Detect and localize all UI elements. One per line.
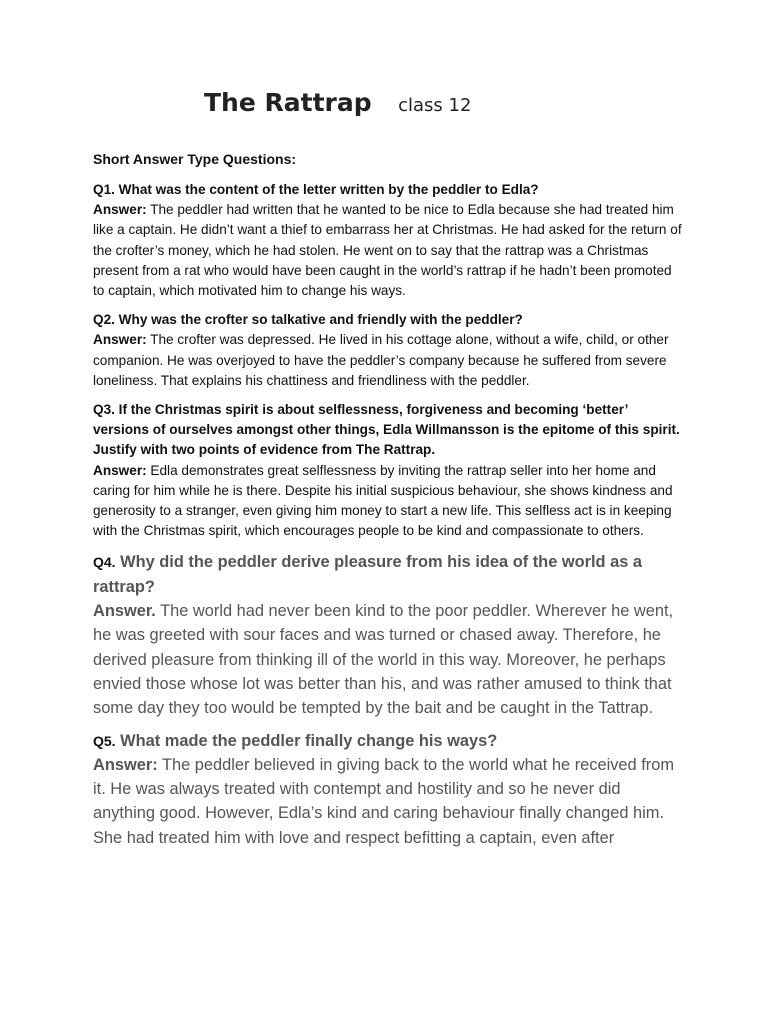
page-subtitle: class 12 — [398, 95, 472, 116]
question-5-text: What made the peddler finally change his ways? — [120, 731, 498, 750]
question-5-number: Q5. — [93, 732, 116, 749]
question-5 — [93, 729, 683, 753]
question-4-number: Q4. — [93, 554, 116, 571]
question-1: Q1. What was the content of the letter written by the peddler to Edla? — [93, 182, 539, 197]
answer-4 — [93, 599, 683, 720]
question-4 — [93, 550, 683, 599]
qa-item-2 — [93, 310, 683, 391]
answer-1-text: The peddler had written that he wanted to be nice to Edla because she had treated him like a captain. He didn’t want a thief to embarrass her at Christmas. He had asked for the return of the crofter’s money, which he had stolen. He went on to say that the rattrap was a Christmas present from a rat who would have been caught in the world’s rattrap if he hadn’t been promoted to captain, which motivated him to change his ways. — [93, 202, 682, 299]
document-body — [93, 150, 683, 858]
answer-label: Answer: — [93, 462, 147, 478]
qa-item-1 — [93, 180, 683, 301]
answer-3 — [93, 461, 683, 542]
answer-4-text: The world had never been kind to the poor peddler. Wherever he went, he was greeted with sour faces and was turned or chased away. Therefore, he derived pleasure from thinking ill of the world in this way. Moreover, he perhaps envied those whose lot was better than his, and was rather amused to think that some day they too would be tempted by the bait and be caught in the Tattrap. — [93, 602, 674, 718]
question-4-text: Why did the peddler derive pleasure from his idea of the world as a rattrap? — [93, 553, 643, 596]
qa-item-5 — [93, 729, 683, 850]
answer-3-text: Edla demonstrates great selflessness by inviting the rattrap seller into her home and caring for him while he is there. Despite his initial suspicious behaviour, she shows kindness and generosity to a stranger, even giving him money to start a new life. This selfless act is in keeping with the Christmas spirit, which encourages people to be kind and compassionate to others. — [93, 462, 673, 539]
question-2: Q2. Why was the crofter so talkative and friendly with the peddler? — [93, 312, 523, 328]
page-title: The Rattrap — [204, 88, 372, 117]
answer-1 — [93, 200, 683, 301]
answer-label: Answer: — [93, 755, 158, 774]
title-row — [204, 88, 471, 117]
answer-2 — [93, 330, 683, 391]
answer-label: Answer. — [93, 602, 156, 621]
section-heading: Short Answer Type Questions: — [93, 151, 297, 167]
answer-5 — [93, 753, 683, 850]
answer-2-text: The crofter was depressed. He lived in his cottage alone, without a wife, child, or other companion. He was overjoyed to have the peddler’s company because he suffered from severe loneliness. That explains his chattiness and friendliness with the peddler. — [93, 332, 669, 388]
answer-5-text: The peddler believed in giving back to the world what he received from it. He was always treated with contempt and hostility and so he never did anything good. However, Edla’s kind and caring behaviour finally changed him. She had treated him with love and respect befitting a captain, even after — [93, 755, 674, 847]
answer-label: Answer: — [93, 332, 147, 348]
qa-item-4 — [93, 550, 683, 720]
question-3: Q3. If the Christmas spirit is about selflessness, forgiveness and becoming ‘better’ versions of ourselves amongst other things, Edla Willmansson is the epitome of this spirit. Justify with two points of evidence from The Rattrap. — [93, 402, 680, 458]
answer-label: Answer: — [93, 202, 147, 218]
qa-item-3 — [93, 400, 683, 541]
